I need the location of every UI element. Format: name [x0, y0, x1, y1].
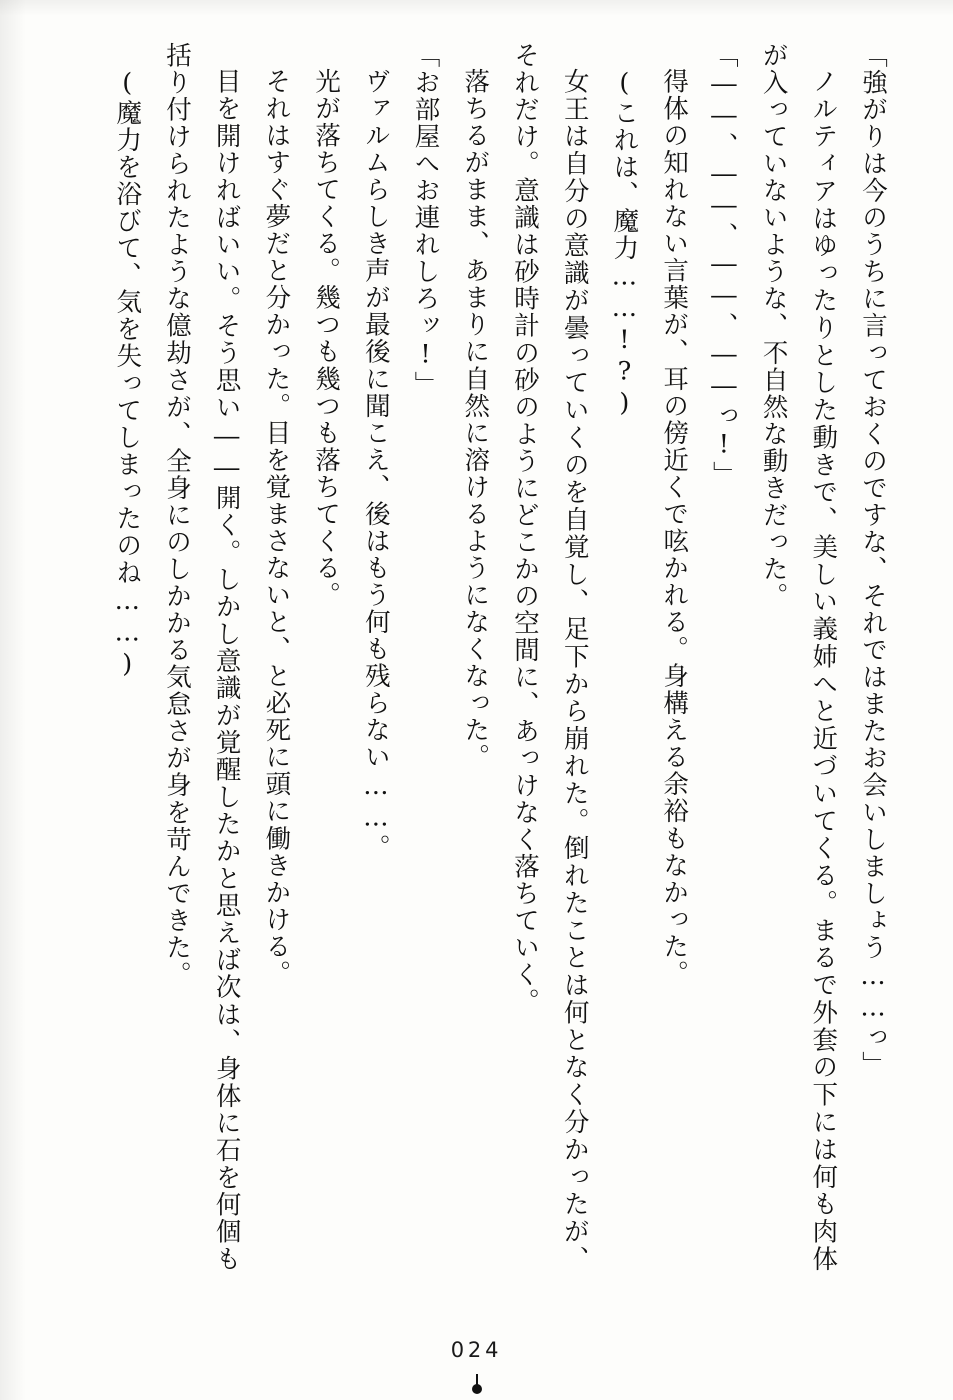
paragraph: 光が落ちてくる。幾つも幾つも落ちてくる。: [311, 67, 342, 609]
paragraph: 得体の知れない言葉が、耳の傍近くで呟かれる。身構える余裕もなかった。: [659, 67, 690, 987]
paragraph: 「――、――、――、――っ!」: [708, 42, 739, 488]
page-gutter-shading: [0, 0, 26, 1400]
paragraph: (これは、魔力……!?): [609, 67, 640, 419]
paragraph: 落ちるがまま、あまりに自然に溶けるようになくなった。: [460, 67, 491, 771]
paragraph: 女王は自分の意識が曇っていくのを自覚し、足下から崩れた。倒れたことは何となく分かったが、それだけ。意識は砂時計の砂のようにどこかの空間に、あっけなく落ちていく。: [509, 42, 590, 1272]
paragraph: ヴァルムらしき声が最後に聞こえ、後はもう何も残らない……。: [360, 67, 391, 861]
paragraph: 「強がりは今のうちに言っておくのですな、それではまたお会いしましょう……っ」: [858, 42, 888, 1079]
paragraph: それはすぐ夢だと分かった。目を覚まさないと、と必死に頭に働きかける。: [261, 67, 292, 987]
paragraph: 目を開ければいい。そう思い――開く。しかし意識が覚醒したかと思えば次は、身体に石を何個も括り付けられたような億劫さが、全身にのしかかる気怠さが身を苛んできた。: [161, 42, 242, 1272]
paragraph: (魔力を浴びて、気を失ってしまったのね……): [112, 67, 143, 681]
printer-mark-dot: [472, 1384, 482, 1394]
paragraph: ノルティアはゆったりとした動きで、美しい義姉へと近づいてくる。まるで外套の下には何も肉体が入っていないような、不自然な動きだった。: [758, 42, 839, 1272]
page-top-shading: [0, 0, 953, 16]
page-number: 024: [450, 1338, 503, 1362]
paragraph: 「お部屋へお連れしろッ!」: [410, 42, 441, 398]
vertical-text-body: [70, 42, 897, 1272]
